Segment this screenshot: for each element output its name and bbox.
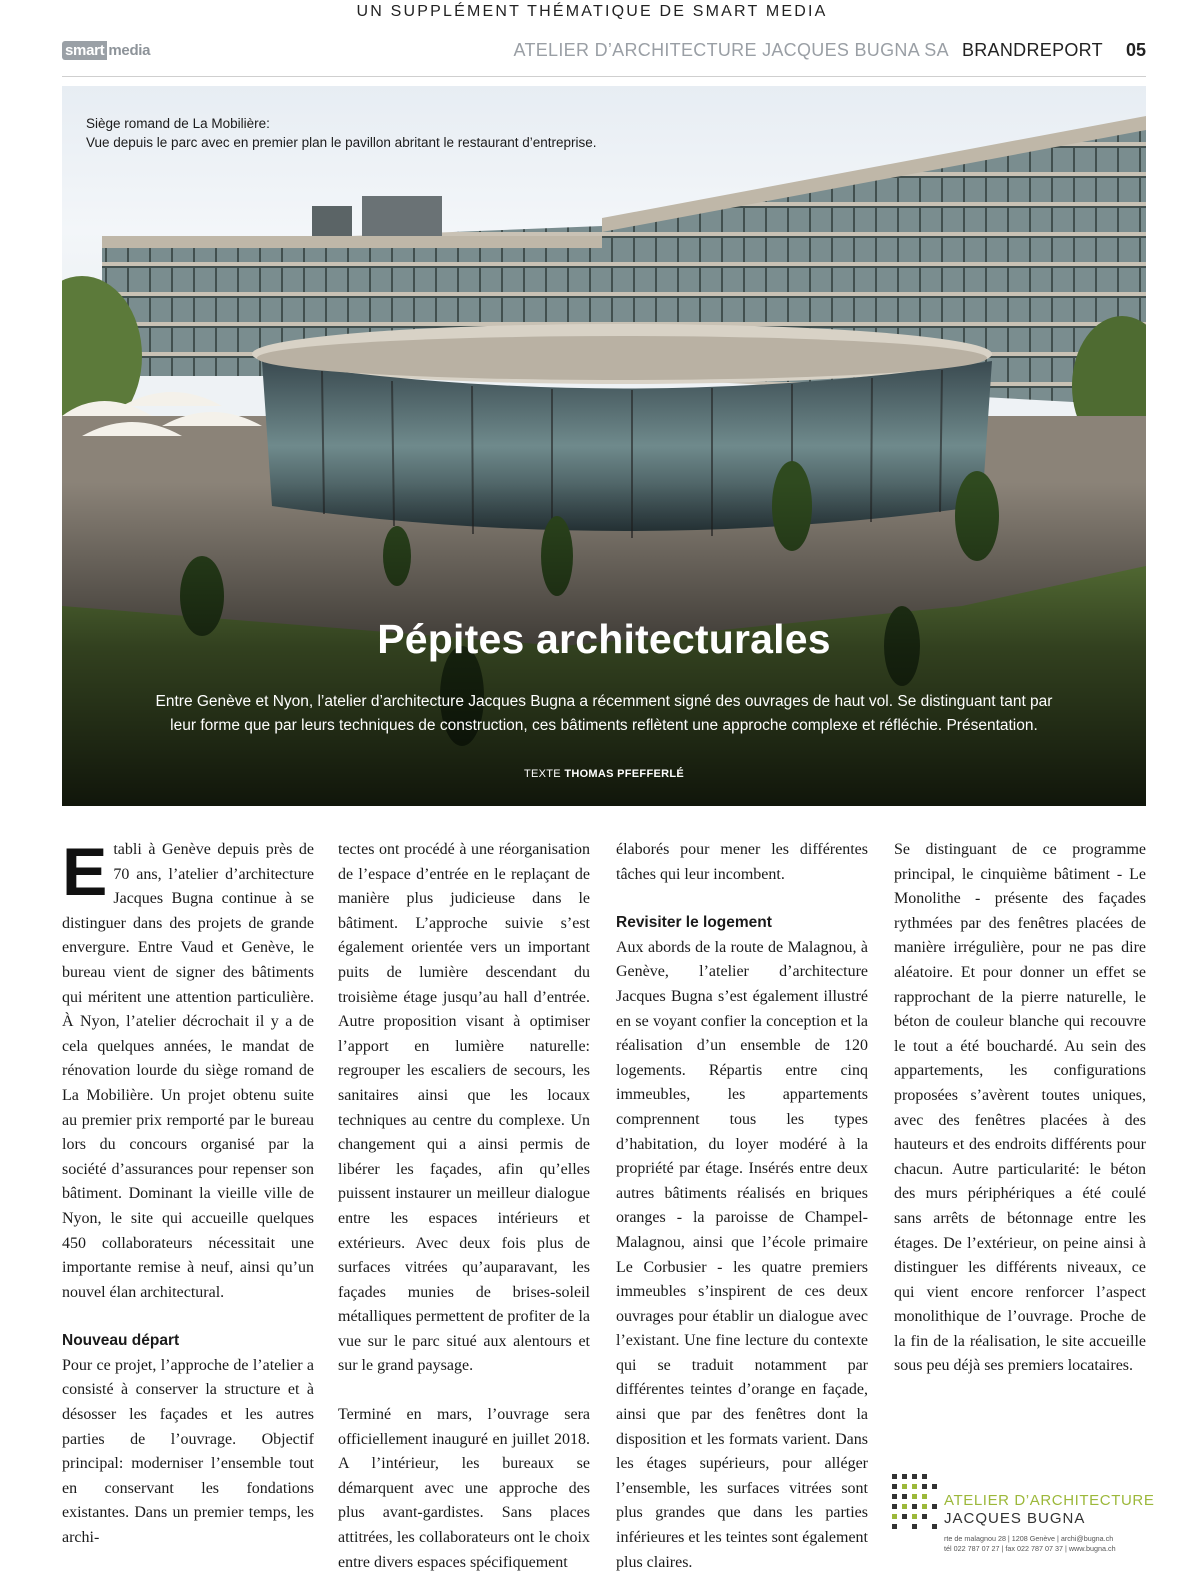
section-label: BRANDREPORT (961, 40, 1103, 60)
byline: TEXTE THOMAS PFEFFERLÉ (524, 768, 684, 780)
page-number: 05 (1125, 40, 1146, 60)
header-right (513, 40, 1146, 61)
page-header (62, 36, 1146, 77)
article-column-3 (616, 838, 868, 1575)
article-column-1 (62, 834, 314, 1551)
supplement-banner: UN SUPPLÉMENT THÉMATIQUE DE SMART MEDIA (356, 3, 828, 20)
paragraph: Terminé en mars, l’ouvrage sera officiellement inauguré en juillet 2018. A l’intérieur, les bureaux se démarquent avec une approche des plus avant-gardistes. Sans places attitrées, les collaborateurs ont le choix entre divers espaces spécifiquement (338, 1406, 590, 1571)
article-intro: Entre Genève et Nyon, l’atelier d’architecture Jacques Bugna a récemment signé des ouvrages de haut vol. Se distinguant tant par leur forme que par leurs techniques de construction, ces bâtiments reflètent une approche complexe et réfléchie. Présentation. (155, 693, 1053, 734)
paragraph: élaborés pour mener les différentes tâches qui leur incombent. (616, 841, 868, 883)
smartmedia-logo: smart media (62, 40, 150, 60)
bugna-logo (892, 1472, 1155, 1568)
paragraph: Aux abords de la route de Malagnou, à Genève, l’atelier d’architecture Jacques Bugna s’est également illustré en se voyant confier la conception et la réalisation d’un ensemble de 120 logements. Répartis entre cinq immeubles, les appartements comprennent tous les types d’habitation, du loyer modéré à la propriété par étage. Insérés entre deux autres bâtiments réalisés en briques oranges - la paroisse de Champel-Malagnou, ainsi que l’école primaire Le Corbusier - les quatre premiers immeubles s’inspirent de ces deux ouvrages pour établir un dialogue avec l’existant. Une fine lecture du contexte qui se traduit notamment par différentes teintes d’orange en façade, ainsi que par des fenêtres dont la disposition et les formats varient. Dans les étages supérieurs, pour alléger l’ensemble, les surfaces vitrées sont plus grandes que dans les parties inférieures et les teintes sont également plus claires. (616, 938, 868, 1571)
subheading-nouveau-depart: Nouveau départ (62, 1332, 180, 1350)
paragraph: Pour ce projet, l’approche de l’atelier a consisté à conserver la structure et à désosser les façades et les autres parties de l’ouvrage. Objectif principal: moderniser l’ensemble tout en conservant les fondations existantes. Dans un premier temps, les archi- (62, 1356, 314, 1547)
paragraph: Se distinguant de ce programme principal, le cinquième bâtiment - Le Monolithe - présente des façades rythmées par des fenêtres placées de manière irrégulière, pour ne pas dire aléatoire. Et pour donner un effet se rapprochant de la pierre naturelle, le béton de couleur blanche qui recouvre le tout a été bouchardé. Au sein des appartements, les configurations proposées s’avèrent toutes uniques, avec des fenêtres placées à des hauteurs et des endroits différents pour chacun. Autre particularité: le béton des murs périphériques a été coulé sans arrêts de bétonnage entre les étages. De l’extérieur, on peine ainsi à distinguer les différents niveaux, ce qui vient encore renforcer l’aspect monolithique de l’ouvrage. Proche de la fin de la réalisation, le site accueille sous peu déjà ses premiers locataires. (894, 841, 1146, 1375)
article-column-4 (894, 838, 1146, 1379)
logo-line-1: ATELIER D’ARCHITECTURE (944, 1492, 1155, 1509)
paragraph: tabli à Genève depuis près de 70 ans, l’atelier d’architecture Jacques Bugna continue à se distinguer dans des projets de grande envergure. Entre Vaud et Genève, le bureau vient de signer des bâtiments qui méritent une attention particulière. À Nyon, l’atelier décrochait il y a de cela quelques années, le mandat de rénovation lourde du siège romand de La Mobilière. Un projet obtenu suite au premier prix remporté par le bureau lors du concours organisé par la société d’assurances pour repenser son bâtiment. Dominant la vieille ville de Nyon, le site qui accueille quelques 450 collaborateurs nécessitait une importante remise à neuf, ainsi qu’un nouvel élan architectural. (62, 841, 314, 1301)
article-title: Pépites architecturales (377, 616, 831, 662)
paragraph: tectes ont procédé à une réorganisation de l’espace d’entrée en le replaçant de manière plus judicieuse dans le bâtiment. L’approche suivie s’est également orientée vers un important puits de lumière descendant du troisième étage jusqu’au hall d’entrée. Autre proposition visant à optimiser l’apport en lumière naturelle: regrouper les escaliers de secours, les sanitaires ainsi que les locaux techniques au centre du complexe. Un changement qui a ainsi permis de libérer les façades, afin qu’elles puissent instaurer un meilleur dialogue entre les espaces intérieurs et extérieurs. Avec deux fois plus de surfaces vitrées qu’auparavant, les façades munies de brises-soleil métalliques permettent de profiter de la vue sur le parc situé aux alentours et sur le grand paysage. (338, 841, 590, 1375)
hero-image (62, 86, 1146, 806)
subheading-revisiter-logement: Revisiter le logement (616, 914, 772, 932)
drop-cap: E (62, 834, 108, 910)
contact-info: rte de malagnou 28 | 1208 Genève | archi@bugna.ch tél 022 787 07 27 | fax 022 787 07 37 | www.bugna.ch (944, 1534, 1116, 1553)
dot-grid-icon (892, 1474, 940, 1534)
photo-caption: Siège romand de La Mobilière: Vue depuis le parc avec en premier plan le pavillon abritant le restaurant d’entreprise. (86, 116, 597, 150)
company-name: ATELIER D’ARCHITECTURE JACQUES BUGNA SA (513, 40, 949, 60)
logo-line-2: JACQUES BUGNA (944, 1510, 1086, 1527)
article-column-2 (338, 838, 590, 1575)
